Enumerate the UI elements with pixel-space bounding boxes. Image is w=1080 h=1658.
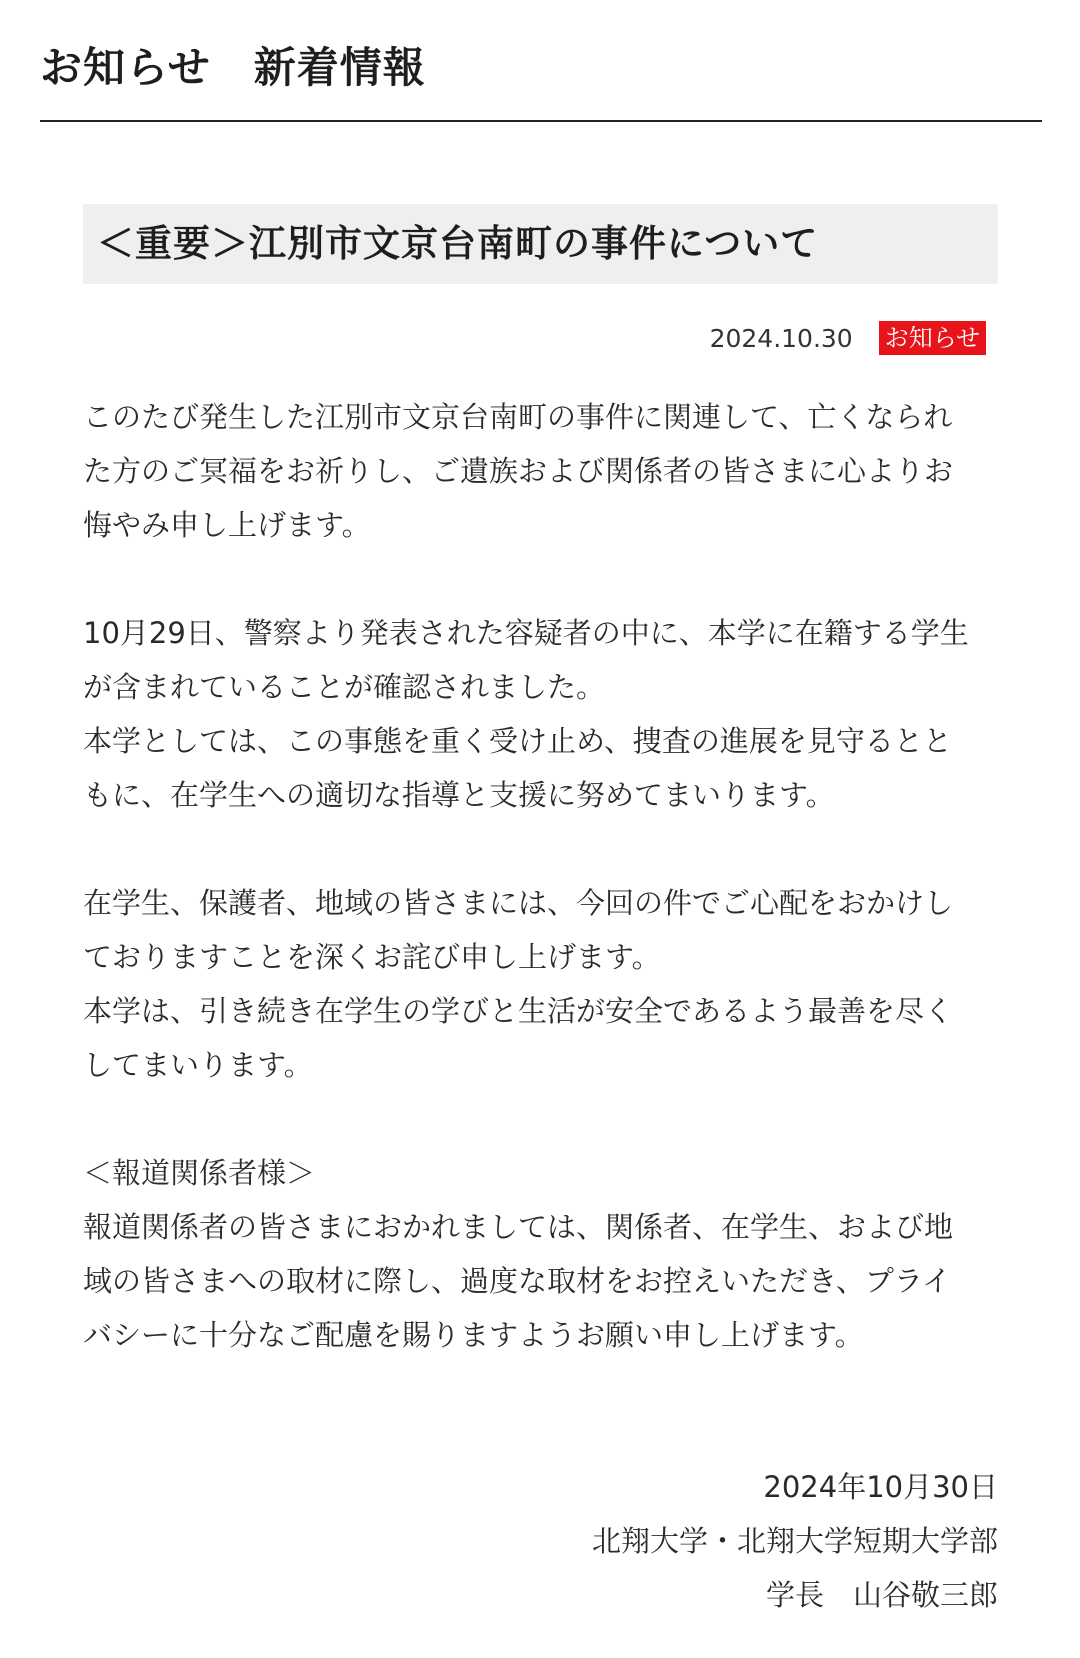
article-meta (710, 320, 986, 356)
paragraph-gap (83, 822, 998, 876)
body-line: ておりますことを深くお詫び申し上げます。 (83, 940, 661, 974)
article-body (83, 390, 998, 1362)
body-line: してまいります。 (83, 1048, 313, 1082)
page-title: お知らせ 新着情報 (40, 43, 426, 92)
page-header (40, 38, 1042, 122)
press-heading: ＜報道関係者様＞ (83, 1156, 316, 1190)
body-line: 悔やみ申し上げます。 (83, 508, 371, 542)
article-date: 2024.10.30 (709, 323, 853, 353)
body-line: 域の皆さまへの取材に際し、過度な取材をお控えいただき、プライ (83, 1264, 951, 1298)
body-line: が含まれていることが確認されました。 (83, 670, 606, 704)
body-line: バシーに十分なご配慮を賜りますようお願い申し上げます。 (83, 1318, 864, 1352)
body-line: このたび発生した江別市文京台南町の事件に関連して、亡くなられ (83, 400, 953, 434)
body-line: 本学としては、この事態を重く受け止め、捜査の進展を見守るとと (83, 724, 952, 758)
signature-block (592, 1460, 998, 1622)
signature-organization: 北翔大学・北翔大学短期大学部 (591, 1524, 998, 1558)
article-title: ＜重要＞江別市文京台南町の事件について (97, 222, 819, 265)
paragraph-gap (83, 1092, 998, 1146)
body-line: た方のご冥福をお祈りし、ご遺族および関係者の皆さまに心よりお (83, 454, 954, 488)
article-title-box (83, 204, 998, 284)
signature-signer: 学長 山谷敬三郎 (765, 1578, 998, 1612)
body-line: 報道関係者の皆さまにおかれましては、関係者、在学生、および地 (83, 1210, 954, 1244)
body-line: 10月29日、警察より発表された容疑者の中に、本学に在籍する学生 (83, 616, 969, 650)
paragraph-gap (83, 552, 998, 606)
signature-date: 2024年10月30日 (763, 1470, 998, 1504)
category-badge[interactable]: お知らせ (879, 321, 986, 355)
body-line: 在学生、保護者、地域の皆さまには、今回の件でご心配をおかけし (83, 886, 954, 920)
body-line: もに、在学生への適切な指導と支援に努めてまいります。 (83, 778, 835, 812)
body-line: 本学は、引き続き在学生の学びと生活が安全であるよう最善を尽く (83, 994, 954, 1028)
